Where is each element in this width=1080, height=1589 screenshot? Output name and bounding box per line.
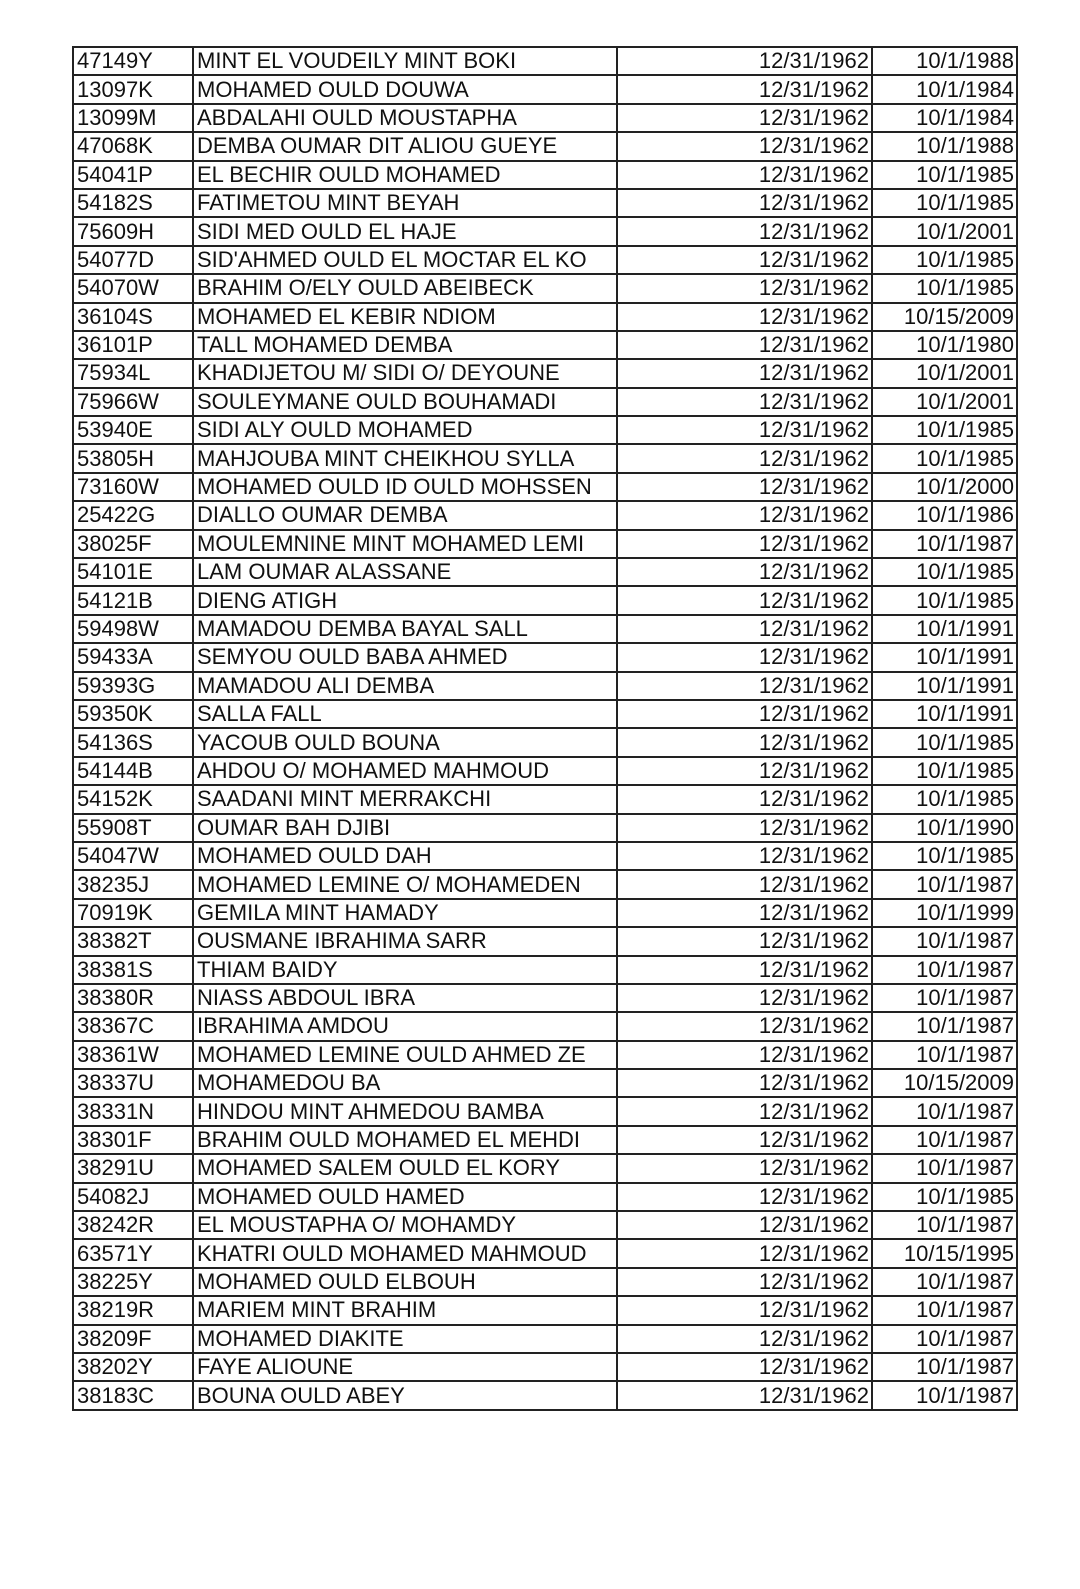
cell-date-2: 10/1/1985 — [872, 416, 1017, 444]
cell-date-1: 12/31/1962 — [617, 757, 872, 785]
cell-date-2: 10/1/2000 — [872, 473, 1017, 501]
cell-date-2: 10/1/1980 — [872, 331, 1017, 359]
cell-name: MOHAMEDOU BA — [193, 1069, 617, 1097]
cell-id: 38382T — [73, 927, 193, 955]
table-row — [73, 1154, 1017, 1182]
cell-name: HINDOU MINT AHMEDOU BAMBA — [193, 1097, 617, 1125]
cell-date-2: 10/1/1987 — [872, 1012, 1017, 1040]
cell-id: 38381S — [73, 956, 193, 984]
cell-id: 53940E — [73, 416, 193, 444]
cell-name: MAHJOUBA MINT CHEIKHOU SYLLA — [193, 444, 617, 472]
table-row — [73, 1126, 1017, 1154]
cell-name: IBRAHIMA AMDOU — [193, 1012, 617, 1040]
cell-date-1: 12/31/1962 — [617, 359, 872, 387]
cell-date-1: 12/31/1962 — [617, 956, 872, 984]
cell-date-2: 10/1/1984 — [872, 75, 1017, 103]
cell-name: MOHAMED EL KEBIR NDIOM — [193, 303, 617, 331]
table-row — [73, 132, 1017, 160]
cell-name: NIASS ABDOUL IBRA — [193, 984, 617, 1012]
cell-date-2: 10/1/1985 — [872, 785, 1017, 813]
cell-date-2: 10/1/1985 — [872, 757, 1017, 785]
table-row — [73, 1268, 1017, 1296]
cell-date-1: 12/31/1962 — [617, 331, 872, 359]
cell-date-2: 10/1/1985 — [872, 189, 1017, 217]
cell-date-1: 12/31/1962 — [617, 1069, 872, 1097]
cell-id: 54144B — [73, 757, 193, 785]
table-row — [73, 1069, 1017, 1097]
cell-id: 38367C — [73, 1012, 193, 1040]
cell-date-2: 10/1/1987 — [872, 1325, 1017, 1353]
cell-date-1: 12/31/1962 — [617, 303, 872, 331]
cell-id: 59393G — [73, 672, 193, 700]
table-row — [73, 359, 1017, 387]
cell-date-1: 12/31/1962 — [617, 132, 872, 160]
cell-date-1: 12/31/1962 — [617, 1268, 872, 1296]
cell-date-2: 10/1/1987 — [872, 1381, 1017, 1409]
cell-name: SIDI MED OULD EL HAJE — [193, 217, 617, 245]
cell-id: 38380R — [73, 984, 193, 1012]
cell-name: DEMBA OUMAR DIT ALIOU GUEYE — [193, 132, 617, 160]
cell-date-2: 10/1/1988 — [872, 132, 1017, 160]
cell-id: 55908T — [73, 814, 193, 842]
cell-date-2: 10/1/2001 — [872, 217, 1017, 245]
cell-name: SOULEYMANE OULD BOUHAMADI — [193, 388, 617, 416]
cell-date-2: 10/1/1987 — [872, 1353, 1017, 1381]
table-row — [73, 586, 1017, 614]
cell-date-2: 10/1/1987 — [872, 870, 1017, 898]
cell-date-2: 10/1/1999 — [872, 899, 1017, 927]
cell-id: 70919K — [73, 899, 193, 927]
cell-name: YACOUB OULD BOUNA — [193, 728, 617, 756]
cell-name: SEMYOU OULD BABA AHMED — [193, 643, 617, 671]
cell-date-1: 12/31/1962 — [617, 842, 872, 870]
cell-id: 47068K — [73, 132, 193, 160]
cell-date-1: 12/31/1962 — [617, 899, 872, 927]
cell-date-2: 10/1/1986 — [872, 501, 1017, 529]
cell-id: 54070W — [73, 274, 193, 302]
cell-name: MINT EL VOUDEILY MINT BOKI — [193, 47, 617, 75]
cell-name: MOHAMED SALEM OULD EL KORY — [193, 1154, 617, 1182]
cell-id: 38025F — [73, 530, 193, 558]
cell-id: 54101E — [73, 558, 193, 586]
cell-id: 38331N — [73, 1097, 193, 1125]
table-row — [73, 444, 1017, 472]
table-row — [73, 1239, 1017, 1267]
cell-name: KHATRI OULD MOHAMED MAHMOUD — [193, 1239, 617, 1267]
cell-id: 59498W — [73, 615, 193, 643]
cell-name: MOHAMED DIAKITE — [193, 1325, 617, 1353]
cell-date-1: 12/31/1962 — [617, 473, 872, 501]
cell-date-1: 12/31/1962 — [617, 785, 872, 813]
cell-id: 36104S — [73, 303, 193, 331]
cell-name: GEMILA MINT HAMADY — [193, 899, 617, 927]
cell-id: 38209F — [73, 1325, 193, 1353]
cell-name: SALLA FALL — [193, 700, 617, 728]
cell-id: 38242R — [73, 1211, 193, 1239]
cell-date-1: 12/31/1962 — [617, 814, 872, 842]
table-row — [73, 700, 1017, 728]
cell-name: AHDOU O/ MOHAMED MAHMOUD — [193, 757, 617, 785]
cell-date-2: 10/1/1991 — [872, 700, 1017, 728]
table-row — [73, 927, 1017, 955]
cell-date-1: 12/31/1962 — [617, 530, 872, 558]
cell-id: 75609H — [73, 217, 193, 245]
table-row — [73, 388, 1017, 416]
cell-id: 38219R — [73, 1296, 193, 1324]
cell-id: 38291U — [73, 1154, 193, 1182]
cell-name: KHADIJETOU M/ SIDI O/ DEYOUNE — [193, 359, 617, 387]
cell-id: 47149Y — [73, 47, 193, 75]
table-row — [73, 728, 1017, 756]
table-row — [73, 104, 1017, 132]
cell-name: SID'AHMED OULD EL MOCTAR EL KO — [193, 246, 617, 274]
cell-date-2: 10/1/1985 — [872, 1183, 1017, 1211]
table-row — [73, 1325, 1017, 1353]
cell-date-1: 12/31/1962 — [617, 672, 872, 700]
table-row — [73, 956, 1017, 984]
records-sheet — [72, 46, 1014, 1411]
cell-date-1: 12/31/1962 — [617, 104, 872, 132]
table-row — [73, 473, 1017, 501]
table-row — [73, 643, 1017, 671]
cell-name: SIDI ALY OULD MOHAMED — [193, 416, 617, 444]
cell-date-1: 12/31/1962 — [617, 700, 872, 728]
cell-name: FATIMETOU MINT BEYAH — [193, 189, 617, 217]
cell-id: 38183C — [73, 1381, 193, 1409]
table-row — [73, 1353, 1017, 1381]
cell-date-2: 10/15/2009 — [872, 1069, 1017, 1097]
cell-date-1: 12/31/1962 — [617, 870, 872, 898]
cell-name: FAYE ALIOUNE — [193, 1353, 617, 1381]
cell-id: 54077D — [73, 246, 193, 274]
cell-id: 38301F — [73, 1126, 193, 1154]
cell-id: 54082J — [73, 1183, 193, 1211]
cell-date-1: 12/31/1962 — [617, 1239, 872, 1267]
cell-id: 38361W — [73, 1041, 193, 1069]
cell-date-2: 10/1/1985 — [872, 728, 1017, 756]
cell-name: LAM OUMAR ALASSANE — [193, 558, 617, 586]
cell-date-2: 10/1/1990 — [872, 814, 1017, 842]
cell-date-2: 10/1/1987 — [872, 1154, 1017, 1182]
cell-name: MARIEM MINT BRAHIM — [193, 1296, 617, 1324]
cell-id: 54152K — [73, 785, 193, 813]
cell-date-1: 12/31/1962 — [617, 246, 872, 274]
cell-date-2: 10/1/1991 — [872, 672, 1017, 700]
cell-name: BRAHIM O/ELY OULD ABEIBECK — [193, 274, 617, 302]
cell-date-1: 12/31/1962 — [617, 558, 872, 586]
cell-date-1: 12/31/1962 — [617, 615, 872, 643]
cell-name: THIAM BAIDY — [193, 956, 617, 984]
cell-name: MOHAMED LEMINE O/ MOHAMEDEN — [193, 870, 617, 898]
table-row — [73, 1211, 1017, 1239]
cell-date-1: 12/31/1962 — [617, 1325, 872, 1353]
cell-id: 36101P — [73, 331, 193, 359]
cell-date-2: 10/1/1987 — [872, 927, 1017, 955]
cell-id: 73160W — [73, 473, 193, 501]
table-row — [73, 189, 1017, 217]
cell-name: EL MOUSTAPHA O/ MOHAMDY — [193, 1211, 617, 1239]
cell-date-1: 12/31/1962 — [617, 416, 872, 444]
cell-date-1: 12/31/1962 — [617, 1126, 872, 1154]
cell-date-1: 12/31/1962 — [617, 1097, 872, 1125]
cell-date-1: 12/31/1962 — [617, 1154, 872, 1182]
cell-name: DIALLO OUMAR DEMBA — [193, 501, 617, 529]
cell-date-1: 12/31/1962 — [617, 501, 872, 529]
cell-id: 59433A — [73, 643, 193, 671]
cell-name: MOHAMED OULD DOUWA — [193, 75, 617, 103]
table-row — [73, 501, 1017, 529]
cell-id: 25422G — [73, 501, 193, 529]
table-row — [73, 217, 1017, 245]
cell-name: MOHAMED LEMINE OULD AHMED ZE — [193, 1041, 617, 1069]
cell-date-2: 10/1/1991 — [872, 615, 1017, 643]
table-row — [73, 814, 1017, 842]
cell-name: BRAHIM OULD MOHAMED EL MEHDI — [193, 1126, 617, 1154]
table-row — [73, 842, 1017, 870]
cell-id: 54047W — [73, 842, 193, 870]
cell-date-2: 10/1/1985 — [872, 274, 1017, 302]
cell-date-2: 10/1/1987 — [872, 956, 1017, 984]
cell-date-1: 12/31/1962 — [617, 189, 872, 217]
cell-date-2: 10/1/1987 — [872, 1268, 1017, 1296]
cell-name: SAADANI MINT MERRAKCHI — [193, 785, 617, 813]
cell-date-1: 12/31/1962 — [617, 161, 872, 189]
cell-date-1: 12/31/1962 — [617, 643, 872, 671]
table-row — [73, 558, 1017, 586]
cell-date-2: 10/15/1995 — [872, 1239, 1017, 1267]
cell-date-1: 12/31/1962 — [617, 728, 872, 756]
cell-date-2: 10/1/1991 — [872, 643, 1017, 671]
cell-id: 54182S — [73, 189, 193, 217]
cell-date-1: 12/31/1962 — [617, 927, 872, 955]
cell-date-2: 10/1/1987 — [872, 1041, 1017, 1069]
cell-name: BOUNA OULD ABEY — [193, 1381, 617, 1409]
cell-date-2: 10/1/1985 — [872, 246, 1017, 274]
cell-date-2: 10/1/1985 — [872, 444, 1017, 472]
cell-date-1: 12/31/1962 — [617, 1211, 872, 1239]
cell-date-2: 10/1/2001 — [872, 388, 1017, 416]
cell-id: 38225Y — [73, 1268, 193, 1296]
cell-date-1: 12/31/1962 — [617, 1041, 872, 1069]
table-row — [73, 1041, 1017, 1069]
cell-name: MOHAMED OULD ID OULD MOHSSEN — [193, 473, 617, 501]
table-row — [73, 1183, 1017, 1211]
records-table-body — [73, 47, 1017, 1410]
cell-name: ABDALAHI OULD MOUSTAPHA — [193, 104, 617, 132]
cell-date-2: 10/1/1987 — [872, 1296, 1017, 1324]
table-row — [73, 530, 1017, 558]
cell-id: 13097K — [73, 75, 193, 103]
cell-date-2: 10/1/1987 — [872, 1097, 1017, 1125]
cell-date-1: 12/31/1962 — [617, 75, 872, 103]
cell-date-1: 12/31/1962 — [617, 586, 872, 614]
cell-name: MOHAMED OULD ELBOUH — [193, 1268, 617, 1296]
table-row — [73, 47, 1017, 75]
table-row — [73, 75, 1017, 103]
cell-date-2: 10/1/1987 — [872, 984, 1017, 1012]
table-row — [73, 1296, 1017, 1324]
cell-id: 38337U — [73, 1069, 193, 1097]
cell-date-2: 10/1/1987 — [872, 1126, 1017, 1154]
cell-date-1: 12/31/1962 — [617, 47, 872, 75]
table-row — [73, 274, 1017, 302]
cell-date-2: 10/1/1985 — [872, 586, 1017, 614]
table-row — [73, 672, 1017, 700]
cell-id: 13099M — [73, 104, 193, 132]
cell-name: TALL MOHAMED DEMBA — [193, 331, 617, 359]
cell-date-1: 12/31/1962 — [617, 1183, 872, 1211]
cell-name: DIENG ATIGH — [193, 586, 617, 614]
table-row — [73, 785, 1017, 813]
cell-date-2: 10/15/2009 — [872, 303, 1017, 331]
cell-name: EL BECHIR OULD MOHAMED — [193, 161, 617, 189]
cell-date-1: 12/31/1962 — [617, 388, 872, 416]
cell-date-1: 12/31/1962 — [617, 984, 872, 1012]
cell-id: 54121B — [73, 586, 193, 614]
cell-date-2: 10/1/1988 — [872, 47, 1017, 75]
cell-date-1: 12/31/1962 — [617, 1012, 872, 1040]
cell-id: 54136S — [73, 728, 193, 756]
cell-name: OUSMANE IBRAHIMA SARR — [193, 927, 617, 955]
cell-name: MOULEMNINE MINT MOHAMED LEMI — [193, 530, 617, 558]
cell-name: MAMADOU ALI DEMBA — [193, 672, 617, 700]
cell-date-2: 10/1/2001 — [872, 359, 1017, 387]
table-row — [73, 1097, 1017, 1125]
cell-date-2: 10/1/1984 — [872, 104, 1017, 132]
cell-name: MOHAMED OULD DAH — [193, 842, 617, 870]
cell-date-2: 10/1/1987 — [872, 1211, 1017, 1239]
cell-date-1: 12/31/1962 — [617, 1296, 872, 1324]
table-row — [73, 1381, 1017, 1409]
records-table — [72, 46, 1018, 1411]
table-row — [73, 615, 1017, 643]
table-row — [73, 757, 1017, 785]
cell-id: 53805H — [73, 444, 193, 472]
cell-id: 63571Y — [73, 1239, 193, 1267]
table-row — [73, 303, 1017, 331]
cell-date-2: 10/1/1985 — [872, 842, 1017, 870]
cell-id: 54041P — [73, 161, 193, 189]
cell-date-1: 12/31/1962 — [617, 1381, 872, 1409]
cell-id: 75934L — [73, 359, 193, 387]
table-row — [73, 246, 1017, 274]
table-row — [73, 899, 1017, 927]
cell-name: MOHAMED OULD HAMED — [193, 1183, 617, 1211]
table-row — [73, 416, 1017, 444]
cell-date-1: 12/31/1962 — [617, 444, 872, 472]
cell-name: OUMAR BAH DJIBI — [193, 814, 617, 842]
cell-id: 75966W — [73, 388, 193, 416]
table-row — [73, 984, 1017, 1012]
cell-date-2: 10/1/1985 — [872, 558, 1017, 586]
table-row — [73, 161, 1017, 189]
cell-id: 38235J — [73, 870, 193, 898]
cell-date-1: 12/31/1962 — [617, 274, 872, 302]
cell-date-2: 10/1/1985 — [872, 161, 1017, 189]
table-row — [73, 870, 1017, 898]
cell-name: MAMADOU DEMBA BAYAL SALL — [193, 615, 617, 643]
cell-id: 59350K — [73, 700, 193, 728]
cell-date-2: 10/1/1987 — [872, 530, 1017, 558]
cell-date-1: 12/31/1962 — [617, 1353, 872, 1381]
cell-id: 38202Y — [73, 1353, 193, 1381]
table-row — [73, 331, 1017, 359]
table-row — [73, 1012, 1017, 1040]
cell-date-1: 12/31/1962 — [617, 217, 872, 245]
